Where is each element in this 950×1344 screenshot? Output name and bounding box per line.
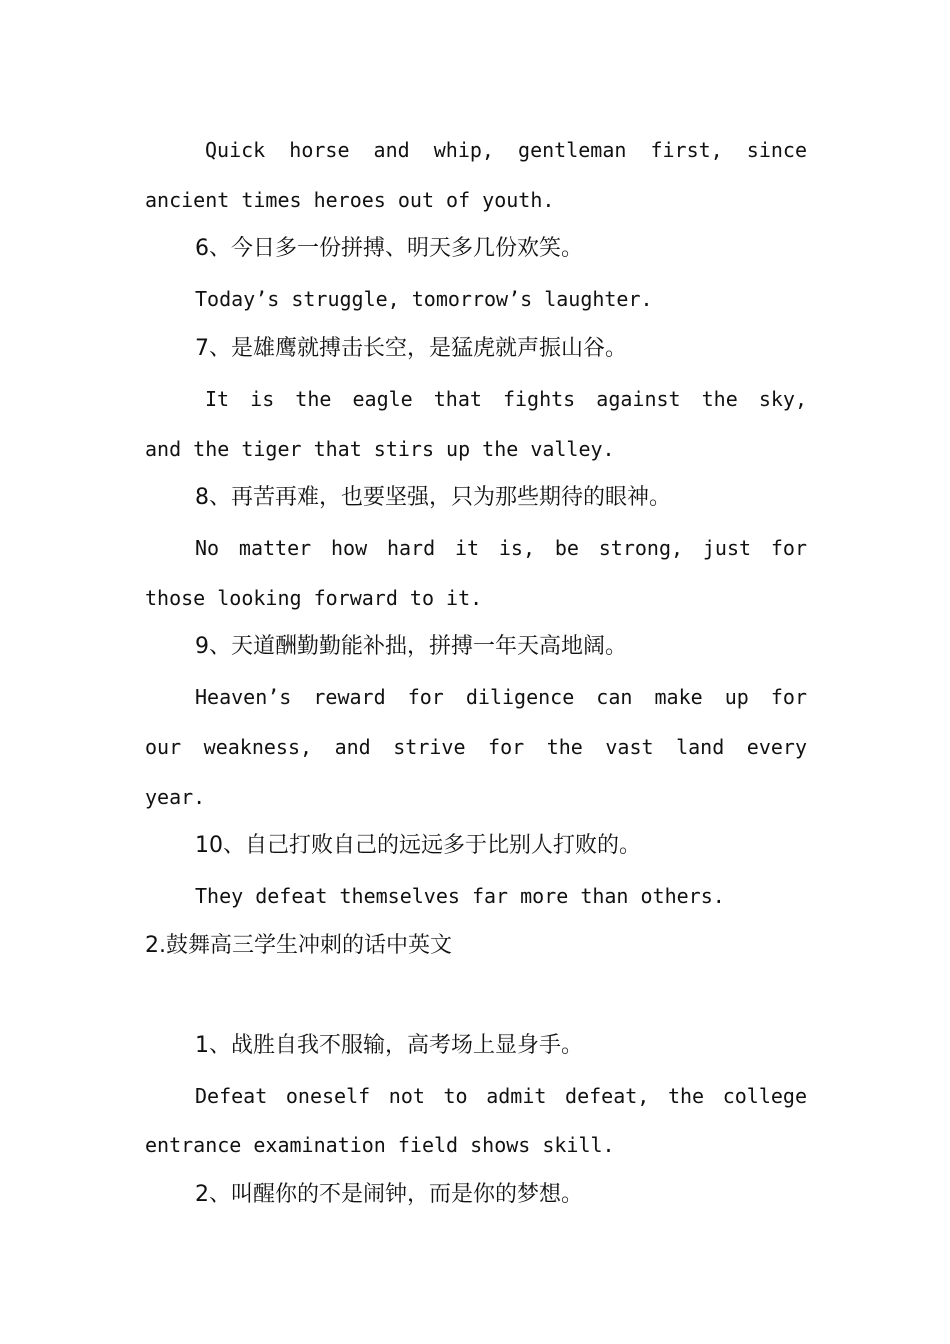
text-line: Quick horse and whip, gentleman first, since xyxy=(205,138,807,162)
text-line: and the tiger that stirs up the valley. xyxy=(145,437,615,461)
text-line: They defeat themselves far more than others. xyxy=(195,884,725,908)
text-line: 6、今日多一份拼搏、明天多几份欢笑。 xyxy=(195,236,583,261)
text-line: It is the eagle that fights against the sky, xyxy=(205,387,807,411)
text-line: 8、再苦再难，也要坚强，只为那些期待的眼神。 xyxy=(195,485,671,510)
section-heading: 2.鼓舞高三学生冲刺的话中英文 xyxy=(145,933,452,958)
text-line: entrance examination field shows skill. xyxy=(145,1133,615,1157)
text-line: Today’s struggle, tomorrow’s laughter. xyxy=(195,287,653,311)
text-line: Defeat oneself not to admit defeat, the college xyxy=(195,1084,807,1108)
text-line: 7、是雄鹰就搏击长空，是猛虎就声振山谷。 xyxy=(195,336,627,361)
text-line: our weakness, and strive for the vast land every xyxy=(145,735,807,759)
text-line: year. xyxy=(145,785,206,809)
text-line: 1、战胜自我不服输，高考场上显身手。 xyxy=(195,1033,583,1058)
text-line: ancient times heroes out of youth. xyxy=(145,188,555,212)
text-line: 9、天道酬勤勤能补拙，拼搏一年天高地阔。 xyxy=(195,634,627,659)
text-line: Heaven’s reward for diligence can make up for xyxy=(195,685,807,709)
text-line: those looking forward to it. xyxy=(145,586,483,610)
text-line: 10、自己打败自己的远远多于比别人打败的。 xyxy=(195,833,641,858)
text-line: No matter how hard it is, be strong, just for xyxy=(195,536,807,560)
text-line: 2、叫醒你的不是闹钟，而是你的梦想。 xyxy=(195,1182,583,1207)
